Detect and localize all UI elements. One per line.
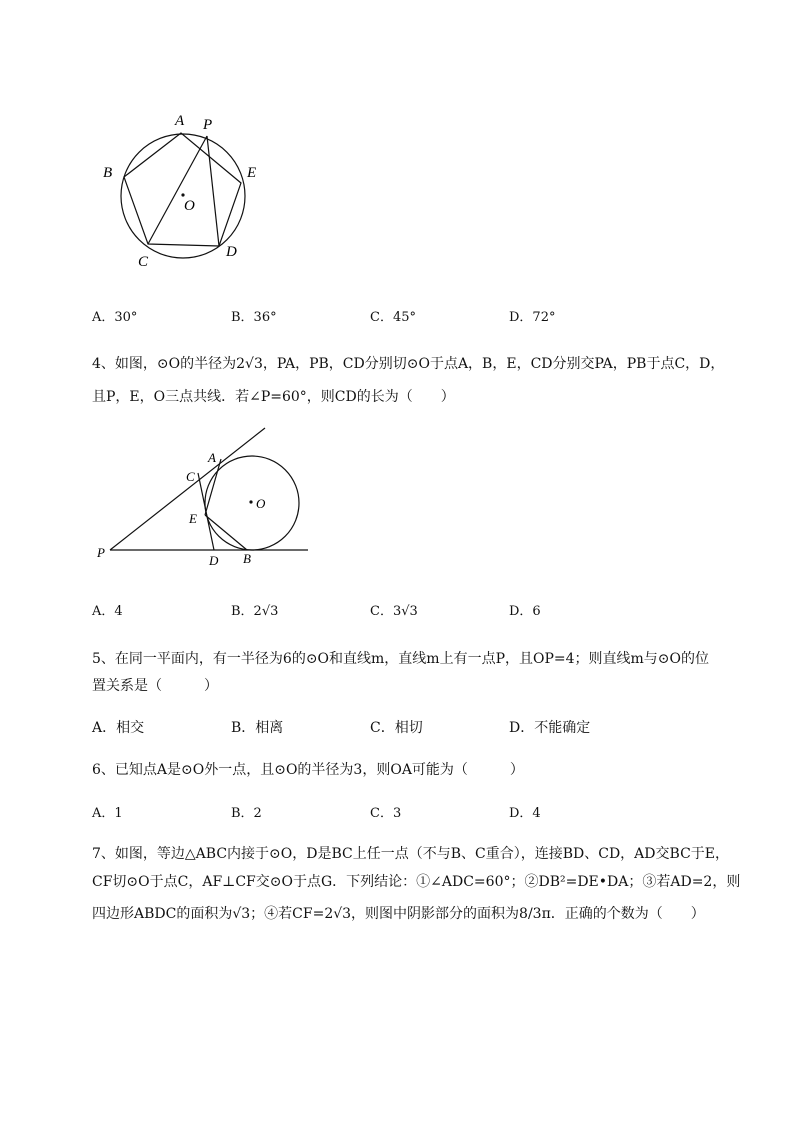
label-B: B xyxy=(103,165,113,181)
q5-option-c[interactable]: C．相切 xyxy=(370,720,423,736)
q4-text-line2: 且P，E，O三点共线．若∠P=60°，则CD的长为（ ） xyxy=(92,389,455,405)
q6-option-c[interactable]: C．3 xyxy=(370,806,402,821)
q7-text-line3: 四边形ABDC的面积为√3；④若CF=2√3，则图中阴影部分的面积为8/3π．正确的个数为（ ） xyxy=(92,906,705,922)
q5-text-line2: 置关系是（ ） xyxy=(92,678,218,694)
label-C: C xyxy=(186,469,195,484)
q5-option-d[interactable]: D．不能确定 xyxy=(509,720,591,736)
figure-circle-pentagon xyxy=(95,105,275,275)
q6-text-line1: 6、已知点A是⊙O外一点，且⊙O的半径为3，则OA可能为（ ） xyxy=(92,762,524,778)
label-A: A xyxy=(175,113,185,129)
q4-option-a[interactable]: A．4 xyxy=(92,604,123,619)
q7-text-line1: 7、如图，等边△ABC内接于⊙O，D是BC上任一点（不与B、C重合），连接BD、CD，AD交BC于E， xyxy=(92,846,729,862)
q4-option-c[interactable]: C．3√3 xyxy=(370,604,418,619)
q6-option-a[interactable]: A．1 xyxy=(92,806,123,821)
q5-option-a[interactable]: A．相交 xyxy=(92,720,145,736)
q5-text-line1: 5、在同一平面内，有一半径为6的⊙O和直线m，直线m上有一点P，且OP=4；则直线m与⊙O的位 xyxy=(92,651,710,667)
q4-option-b[interactable]: B．2√3 xyxy=(231,604,279,619)
label-A: A xyxy=(208,450,216,465)
q4-option-d[interactable]: D．6 xyxy=(509,604,541,619)
label-O: O xyxy=(184,198,195,214)
q6-option-d[interactable]: D．4 xyxy=(509,806,541,821)
q7-text-line2: CF切⊙O于点C，AF⊥CF交⊙O于点G．下列结论：①∠ADC=60°；②DB²=DE•DA；③若AD=2，则 xyxy=(92,874,741,890)
q3-option-b[interactable]: B．36° xyxy=(231,310,277,325)
q3-option-d[interactable]: D．72° xyxy=(509,310,556,325)
label-P: P xyxy=(97,545,105,560)
label-C: C xyxy=(138,254,149,270)
q5-option-b[interactable]: B．相离 xyxy=(231,720,284,736)
label-P: P xyxy=(203,117,213,133)
label-B: B xyxy=(243,551,251,566)
label-E: E xyxy=(189,511,197,526)
q3-option-c[interactable]: C．45° xyxy=(370,310,416,325)
q4-text-line1: 4、如图，⊙O的半径为2√3，PA，PB，CD分别切⊙O于点A，B，E，CD分别交PA，PB于点C，D， xyxy=(92,356,725,372)
label-O: O xyxy=(256,496,266,511)
q3-option-a[interactable]: A．30° xyxy=(92,310,138,325)
label-D: D xyxy=(226,244,237,260)
figure-tangent-circle xyxy=(95,425,310,570)
q6-option-b[interactable]: B．2 xyxy=(231,806,262,821)
label-E: E xyxy=(247,165,257,181)
label-D: D xyxy=(209,553,219,568)
